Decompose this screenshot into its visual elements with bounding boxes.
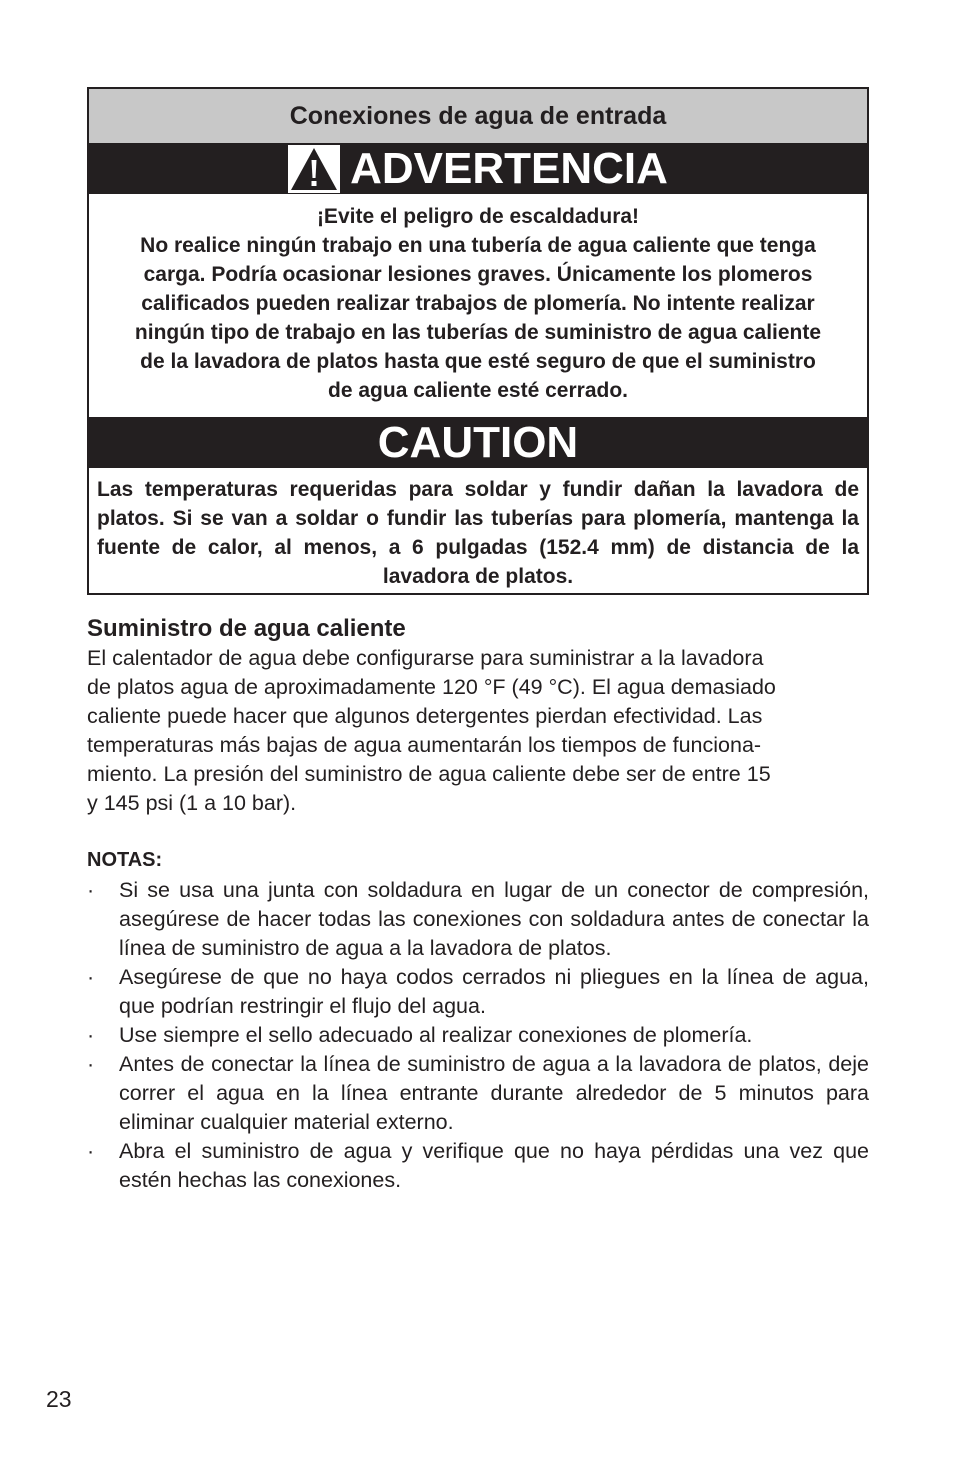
caution-title: CAUTION: [377, 417, 579, 467]
note-text: Use siempre el sello adecuado al realizar conexiones de plomería.: [119, 1023, 753, 1047]
page-number: 23: [46, 1386, 72, 1412]
hot-water-line: El calentador de agua debe configurarse para suministrar a la lavadora: [87, 646, 764, 670]
bullet-mark: ·: [87, 878, 95, 902]
warning-line: No realice ningún trabajo en una tubería de agua caliente que tenga: [140, 234, 816, 257]
bullet-mark: ·: [87, 1052, 95, 1076]
warning-line: ningún tipo de trabajo en las tuberías de suministro de agua caliente: [134, 321, 822, 344]
warning-bar: [89, 143, 867, 194]
warning-lead: ¡Evite el peligro de escaldadura!: [316, 205, 640, 228]
warning-line: de la lavadora de platos hasta que esté seguro de que el suministro: [140, 350, 816, 373]
list-item: [87, 1050, 869, 1137]
warning-body: [89, 194, 867, 417]
notes-title: NOTAS:: [87, 849, 163, 871]
hot-water-line: caliente puede hacer que algunos detergentes pierdan efectividad. Las: [87, 704, 763, 728]
list-item: [87, 1021, 869, 1050]
section-header: Conexiones de agua de entrada: [89, 89, 867, 143]
bullet-mark: ·: [87, 1023, 95, 1047]
safety-box: [87, 87, 869, 595]
hot-water-line: miento. La presión del suministro de agua caliente debe ser de entre 15: [87, 762, 771, 786]
notes-list: [87, 876, 869, 1195]
bullet-mark: ·: [87, 1139, 95, 1163]
list-item: [87, 876, 869, 963]
list-item: [87, 1137, 869, 1195]
list-item: [87, 963, 869, 1021]
caution-bar: [89, 417, 867, 468]
note-text: Abra el suministro de agua y verifique que no haya pérdidas una vez que estén hechas las conexiones.: [119, 1139, 869, 1192]
notes-section: [87, 846, 869, 1195]
warning-line: calificados pueden realizar trabajos de plomería. No intente realizar: [141, 292, 815, 315]
warning-title: ADVERTENCIA: [350, 143, 668, 193]
bullet-mark: ·: [87, 965, 95, 989]
warning-line: de agua caliente esté cerrado.: [328, 379, 628, 402]
warning-line: carga. Podría ocasionar lesiones graves. Únicamente los plomeros: [143, 263, 813, 286]
hot-water-line: temperaturas más bajas de agua aumentarán los tiempos de funciona-: [87, 733, 762, 757]
note-text: Si se usa una junta con soldadura en lugar de un conector de compresión, asegúrese de hacer todas las conexiones con soldadura antes de conectar la línea de suministro de agua a la lavadora de platos.: [119, 878, 869, 960]
hot-water-title: Suministro de agua caliente: [87, 615, 406, 642]
warning-triangle-icon: [288, 145, 340, 193]
note-text: Asegúrese de que no haya codos cerrados ni pliegues en la línea de agua, que podrían restringir el flujo del agua.: [119, 965, 869, 1018]
caution-body: Las temperaturas requeridas para soldar y fundir dañan la lavadora de platos. Si se van a soldar o fundir las tuberías para plomería, mantenga la fuente de calor, al menos, a 6 pulgadas (152.4 mm) de distancia de la lavadora de platos.: [97, 478, 859, 588]
hot-water-section: [87, 614, 869, 818]
note-text: Antes de conectar la línea de suministro de agua a la lavadora de platos, deje correr el agua en la línea entrante durante alrededor de 5 minutos para eliminar cualquier material externo.: [119, 1052, 869, 1134]
hot-water-line: de platos agua de aproximadamente 120 °F (49 °C). El agua demasiado: [87, 675, 776, 699]
hot-water-line: y 145 psi (1 a 10 bar).: [87, 791, 297, 815]
